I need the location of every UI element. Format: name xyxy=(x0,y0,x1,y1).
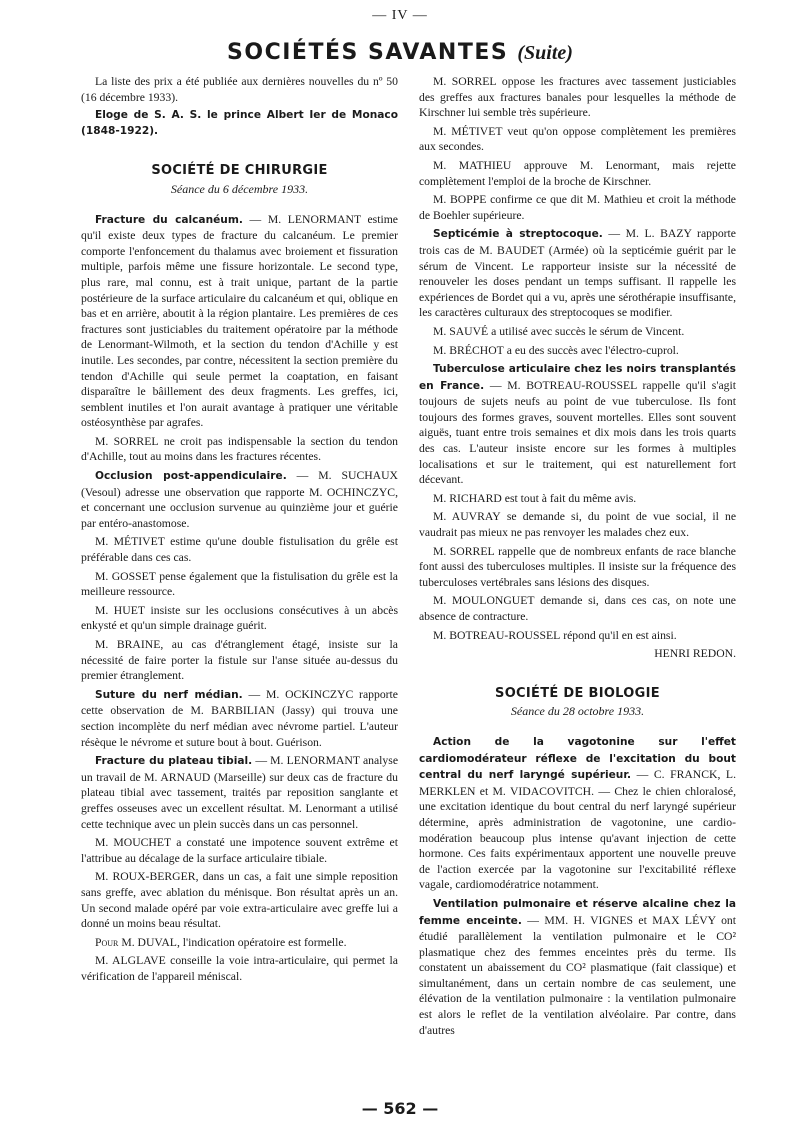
paragraph xyxy=(81,687,398,750)
speaker-name: M. SORREL xyxy=(433,544,495,558)
paragraph-heading: Fracture du plateau tibial. xyxy=(95,755,253,768)
paragraph-text: — MM. H. VIGNES et MAX LÉVY ont étudié parallèlement la ventilation pulmonaire et le CO² plasmatique chez des femmes enceintes près du terme. Ils constatent un abaissement du CO² plasmatique (fait classique) et simultanément, dans un certain nombre de cas seulement, une élévation de la ventilation pulmonaire : la ventilation pulmonaire est alors le reflet de la ventilation alvéolaire. Par contre, dans d'autres xyxy=(419,913,737,1037)
speaker-name: M. BOPPE xyxy=(433,193,487,207)
paragraph-text: répond qu'il en est ainsi. xyxy=(560,628,677,642)
paragraph xyxy=(81,212,398,431)
paragraph-text: a utilisé avec succès le sérum de Vincent. xyxy=(488,324,685,338)
signature: HENRI REDON. xyxy=(654,647,736,661)
right-paragraphs-a xyxy=(419,74,736,643)
paragraph xyxy=(419,74,736,121)
paragraph-text: pense également que la fistulisation du grêle est la meilleure ressource. xyxy=(81,569,398,599)
paragraph xyxy=(419,734,736,893)
speaker-name: M. RICHARD xyxy=(433,491,502,505)
eloge-line: Eloge de S. A. S. le prince Albert Ier de Monaco (1848-1922). xyxy=(81,109,398,137)
paragraph xyxy=(81,603,398,634)
paragraph-text: — M. LENORMANT analyse un travail de M. ARNAUD (Marseille) sur deux cas de fracture du plateau tibial avec tassement, traités par reposition sanglante et greffes osseuses avec un excellent résultat. M. Lenormant a utilisé cette technique avec un plein succès dans un cas personnel. xyxy=(81,754,399,831)
paragraph-heading: Action de la vagotonine sur l'effet cardiomodérateur réflexe de l'excitation du bout central du nerf laryngé supérieur. xyxy=(419,735,736,782)
speaker-name: M. MÉTIVET xyxy=(95,535,165,549)
speaker-name: Pour M. DUVAL xyxy=(95,935,177,949)
right-column xyxy=(419,74,736,1041)
paragraph xyxy=(419,226,736,321)
left-column xyxy=(81,74,398,987)
speaker-name: M. HUET xyxy=(95,603,145,617)
roman-folio: — IV — xyxy=(372,8,428,23)
paragraph-text: — M. LENORMANT estime qu'il existe deux types de fracture du calcanéum. Le premier comporte l'enfoncement du thalamus avec broiement et fissuration multiple, parfois même une fissure horizontale. Le second type, plus rare, mal connu, est à trait unique, partant de la partie postérieure de la surface articulaire du calcanéum et qui, oblique en bas et en arrière, aboutit à la région plantaire. Les premières de ces fractures sont justiciables du traitement opératoire par la méthode de Lenormant-Wilmoth, et la section du tendon d'Achille y est inutile. Les secondes, par contre, nécessitent la section première du tendon d'Achille qui seule permet la coaptation, en faisant disparaître le bâillement des deux fragments. Les greffes, ici, semblent inutiles et l'on aurait avantage à pratiquer une véritable ostéosynthèse par agrafes. xyxy=(81,212,398,430)
paragraph-text: a constaté une impotence souvent extrême et l'attribue au décalage de la surface articulaire tibiale. xyxy=(81,836,398,865)
section-title-biologie: SOCIÉTÉ DE BIOLOGIE xyxy=(495,685,660,701)
speaker-name: M. MATHIEU xyxy=(433,158,512,172)
section-title-chirurgie: SOCIÉTÉ DE CHIRURGIE xyxy=(151,163,328,179)
paragraph xyxy=(419,544,736,591)
paragraph xyxy=(81,534,398,565)
section-date-biologie: Séance du 28 octobre 1933. xyxy=(510,704,645,719)
speaker-name: M. ROUX-BERGER xyxy=(95,870,196,884)
speaker-name: M. BRAINE xyxy=(95,638,161,651)
speaker-name: M. SAUVÉ xyxy=(433,324,489,338)
paragraph xyxy=(419,593,736,624)
right-paragraphs-b xyxy=(419,734,736,1038)
paragraph-text: veut qu'on oppose complètement les premières aux secondes. xyxy=(419,124,736,154)
paragraph xyxy=(419,361,736,488)
paragraph-text: ne croit pas indispensable la section du tendon d'Achille, tout au moins dans les fractures récentes. xyxy=(81,434,399,464)
paragraph-heading: Occlusion post-appendiculaire. xyxy=(95,470,287,483)
paragraph-text: rappelle que de nombreux enfants de race blanche font aussi des tuberculoses multiples. Il insiste sur la fréquence des tuberculoses vertébrales sans lésions des disques. xyxy=(419,544,736,589)
paragraph-text: — M. BOTREAU-ROUSSEL rappelle qu'il s'agit toujours de sujets neufs au point de vue tuberculose. Ils font toujours des formes graves, souvent mortelles. Elles sont souvent aiguës, tuant entre trois semaines et dix mois dans les trois quarts des cas. L'auteur insiste encore sur les formes à multiples localisations et sur le traitement, qui est naturellement fort décevant. xyxy=(419,378,736,487)
speaker-name: M. AUVRAY xyxy=(433,510,501,524)
paragraph-heading: Tuberculose articulaire chez les noirs transplantés en France. xyxy=(419,363,736,392)
speaker-name: M. SORREL xyxy=(95,434,159,448)
speaker-name: M. GOSSET xyxy=(95,569,156,583)
paragraph xyxy=(81,468,398,531)
paragraph-heading: Suture du nerf médian. xyxy=(95,688,243,701)
paragraph-text: confirme ce que dit M. Mathieu et croit la méthode de Boehler supérieure. xyxy=(419,193,736,222)
paragraph xyxy=(419,192,736,223)
paragraph xyxy=(81,869,398,931)
left-paragraphs xyxy=(81,212,398,985)
paragraph xyxy=(419,124,736,155)
paragraph-text: insiste sur les occlusions consécutives à un abcès enkysté et qu'un simple drainage guérit. xyxy=(81,603,398,633)
paragraph-text: demande si, dans ces cas, on note une absence de contracture. xyxy=(419,594,736,623)
speaker-name: M. MÉTIVET xyxy=(433,124,503,138)
page-title xyxy=(0,40,800,65)
paragraph xyxy=(419,896,736,1038)
paragraph xyxy=(81,637,398,684)
paragraph-heading: Fracture du calcanéum. xyxy=(95,213,243,226)
paragraph xyxy=(419,343,736,359)
paragraph-text: approuve M. Lenormant, mais rejette complètement l'emploi de la broche de Kirschner. xyxy=(419,158,736,188)
paragraph xyxy=(419,628,736,644)
paragraph xyxy=(419,491,736,507)
speaker-name: M. BRÉCHOT xyxy=(433,343,504,357)
paragraph xyxy=(81,569,398,600)
paragraph-text: conseille la voie intra-articulaire, qui permet la vérification de l'appareil méniscal. xyxy=(81,954,398,983)
paragraph-text: est tout à fait du même avis. xyxy=(501,491,637,505)
speaker-name: M. SORREL xyxy=(433,75,497,88)
speaker-name: M. BOTREAU-ROUSSEL xyxy=(433,628,561,642)
speaker-name: M. MOULONGUET xyxy=(433,594,535,608)
intro-paragraph: La liste des prix a été publiée aux dernières nouvelles du nº 50 (16 décembre 1933). xyxy=(81,75,398,104)
paragraph-text: — M. OCKINCZYC rapporte cette observation de M. BARBILIAN (Jassy) qui trouva une section incomplète du nerf médian avec névrome partiel. L'auteur résèque le névrome et suture bout à bout. Guérison. xyxy=(81,687,398,749)
paragraph-heading: Septicémie à streptocoque. xyxy=(433,228,603,241)
page-number: — 562 — xyxy=(361,1099,439,1118)
paragraph-text: — M. L. BAZY rapporte trois cas de M. BAUDET (Armée) où la septicémie guérit par le sérum de Vincent. Le rapporteur insiste sur la nécessité de renouveler les doses pendant un temps suffisant. Il rappelle les expériences de Bordet qui a vu, après une sérothérapie insuffisante, les caractères culturaux des streptocoques se modifier. xyxy=(419,227,736,320)
title-text: SOCIÉTÉS SAVANTES xyxy=(227,40,509,65)
paragraph-text: — M. SUCHAUX (Vesoul) adresse une observation que rapporte M. OCHINCZYC, et concernant une occlusion survenue au quinzième jour et guérie par entéro-anastomose. xyxy=(81,469,398,530)
paragraph xyxy=(81,753,398,832)
speaker-name: M. MOUCHET xyxy=(95,836,172,850)
paragraph-text: , au cas d'étranglement étagé, insiste sur la nécessité de faire porter la fistule sur l'anse située au-dessus du premier étranglement. xyxy=(81,638,398,683)
paragraph xyxy=(81,953,398,984)
section-date-chirurgie: Séance du 6 décembre 1933. xyxy=(170,181,309,196)
paragraph-heading: Ventilation pulmonaire et réserve alcaline chez la femme enceinte. xyxy=(419,897,736,927)
title-suite: (Suite) xyxy=(517,42,573,64)
paragraph-text: — C. FRANCK, L. MERKLEN et M. VIDACOVITCH. — Chez le chien chloralosé, une excitation identique du bout central du nerf laryngé supérieur détermine, après administration de vagotonine, une cardio-modération beaucoup plus intense qu'avant injection de cette hormone. Ces faits expérimentaux apportent une nouvelle preuve de l'action exercée par la vagotonine sur l'excitabilité réflexe vagale, cardiomodératrice notamment. xyxy=(419,768,736,892)
paragraph xyxy=(419,158,736,189)
paragraph xyxy=(81,835,398,866)
paragraph-text: a eu des succès avec l'électro-cuprol. xyxy=(503,343,679,357)
paragraph-text: , l'indication opératoire est formelle. xyxy=(176,935,347,949)
paragraph-text: , dans un cas, a fait une simple reposition sans greffe, avec ablation du ménisque. Bon résultat après un an. Un second malade opéré par voie extra-articulaire avec greffe lui a donné un moins beau résultat. xyxy=(81,870,398,931)
paragraph xyxy=(81,434,398,465)
paragraph xyxy=(81,935,398,951)
paragraph-text: se demande si, du point de vue social, il ne vaudrait pas mieux ne pas renvoyer les malades chez eux. xyxy=(419,510,737,540)
paragraph xyxy=(419,509,736,540)
paragraph-text: oppose les fractures avec tassement justiciables des greffes aux fractures banales pour lesquelles la méthode de Kirschner lui semble très supérieure. xyxy=(419,75,736,120)
paragraph xyxy=(419,324,736,340)
speaker-name: M. ALGLAVE xyxy=(95,954,166,968)
paragraph-text: estime qu'une double fistulisation du grêle est préférable dans ces cas. xyxy=(81,535,398,565)
